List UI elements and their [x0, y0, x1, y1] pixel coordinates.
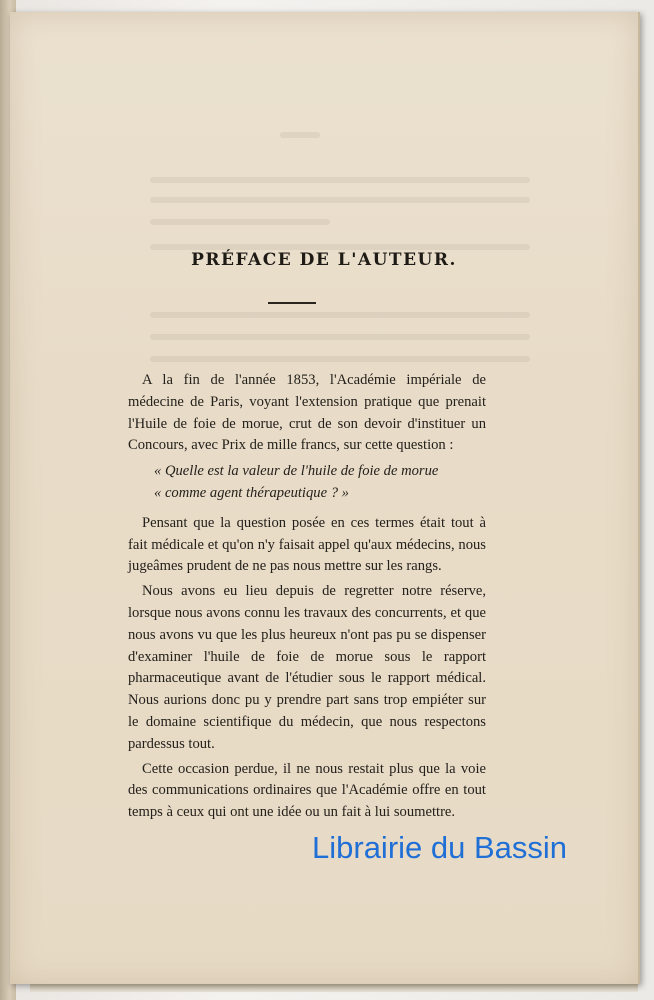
paragraph: Nous avons eu lieu depuis de regretter notre réserve, lorsque nous avons connu les travaux des concurrents, et que nous avons vu que les plus heureux n'ont pas pu se dispenser d'examiner l'huile de foie de morue sous le rapport pharmaceutique avant de l'étudier sous le rapport médical. Nous aurions donc pu y prendre part sans trop empiéter sur le domaine scientifique du médecin, que nous respectons pardessus tout.	[128, 583, 486, 752]
paragraph: Cette occasion perdue, il ne nous restait plus que la voie des communications ordinaires que l'Académie offre en tout temps à ceux qui ont une idée ou un fait à lui soumettre.	[128, 760, 486, 821]
show-through-mark	[150, 312, 530, 318]
show-through-mark	[280, 132, 320, 138]
show-through-mark	[150, 334, 530, 340]
quote-line: « comme agent thérapeutique ? »	[154, 484, 349, 501]
paragraph: A la fin de l'année 1853, l'Académie impériale de médecine de Paris, voyant l'extension pratique que prenait l'Huile de foie de morue, crut de son devoir d'instituer un Concours, avec Prix de mille francs, sur cette question :	[128, 372, 486, 454]
paragraph: Pensant que la question posée en ces termes était tout à fait médicale et qu'on n'y faisait appel qu'aux médecins, nous jugeâmes prudent de ne pas nous mettre sur les rangs.	[128, 514, 486, 575]
quote-line: « Quelle est la valeur de l'huile de foie de morue	[154, 463, 439, 480]
title-divider	[268, 302, 316, 304]
show-through-mark	[150, 197, 530, 203]
page-bottom-edge	[30, 984, 638, 992]
watermark-text: Librairie du Bassin	[312, 830, 568, 865]
show-through-mark	[150, 177, 530, 183]
page-title: PRÉFACE DE L'AUTEUR.	[191, 250, 457, 270]
show-through-mark	[150, 219, 330, 225]
body-text	[128, 370, 486, 824]
show-through-mark	[150, 356, 530, 362]
